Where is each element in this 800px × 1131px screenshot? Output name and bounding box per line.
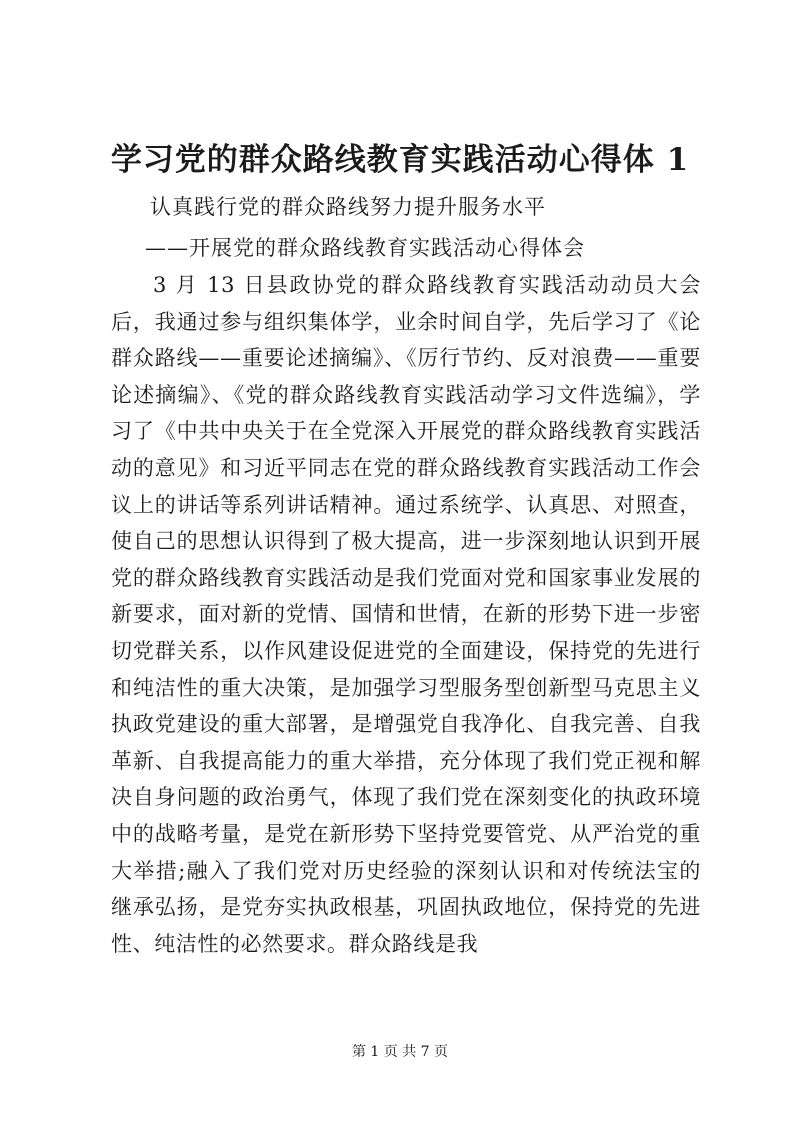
page-indicator: 第 1 页 共 7 页 xyxy=(351,1044,449,1060)
document-subtitle-secondary: ——开展党的群众路线教育实践活动心得体会 xyxy=(145,236,585,260)
document-title: 学习党的群众路线教育实践活动心得体 1 xyxy=(110,142,690,178)
body-paragraph: 3 月 13 日县政协党的群众路线教育实践活动动员大会后，我通过参与组织集体学，业余时间自学，先后学习了《论群众路线——重要论述摘编》、《厉行节约、反对浪费——重要论述摘编》、《党的群众路线教育实践活动学习文件选编》，学习了《中共中央关于在全党深入开展党的群众路线教育实践活动的意见》和习近平同志在党的群众路线教育实践活动工作会议上的讲话等系列讲话精神。通过系统学、认真思、对照查，使自己的思想认识得到了极大提高，进一步深刻地认识到开展党的群众路线教育实践活动是我们党面对党和国家事业发展的新要求，面对新的党情、国情和世情，在新的形势下进一步密切党群关系，以作风建设促进党的全面建设，保持党的先进行和纯洁性的重大决策，是加强学习型服务型创新型马克思主义执政党建设的重大部署，是增强党自我净化、自我完善、自我革新、自我提高能力的重大举措，充分体现了我们党正视和解决自身问题的政治勇气，体现了我们党在深刻变化的执政环境中的战略考量，是党在新形势下坚持党要管党、从严治党的重大举措;融入了我们党对历史经验的深刻认识和对传统法宝的继承弘扬，是党夯实执政根基，巩固执政地位，保持党的先进性、纯洁性的必然要求。群众路线是我 xyxy=(111,273,701,956)
document-subtitle: 认真践行党的群众路线努力提升服务水平 xyxy=(150,195,546,219)
